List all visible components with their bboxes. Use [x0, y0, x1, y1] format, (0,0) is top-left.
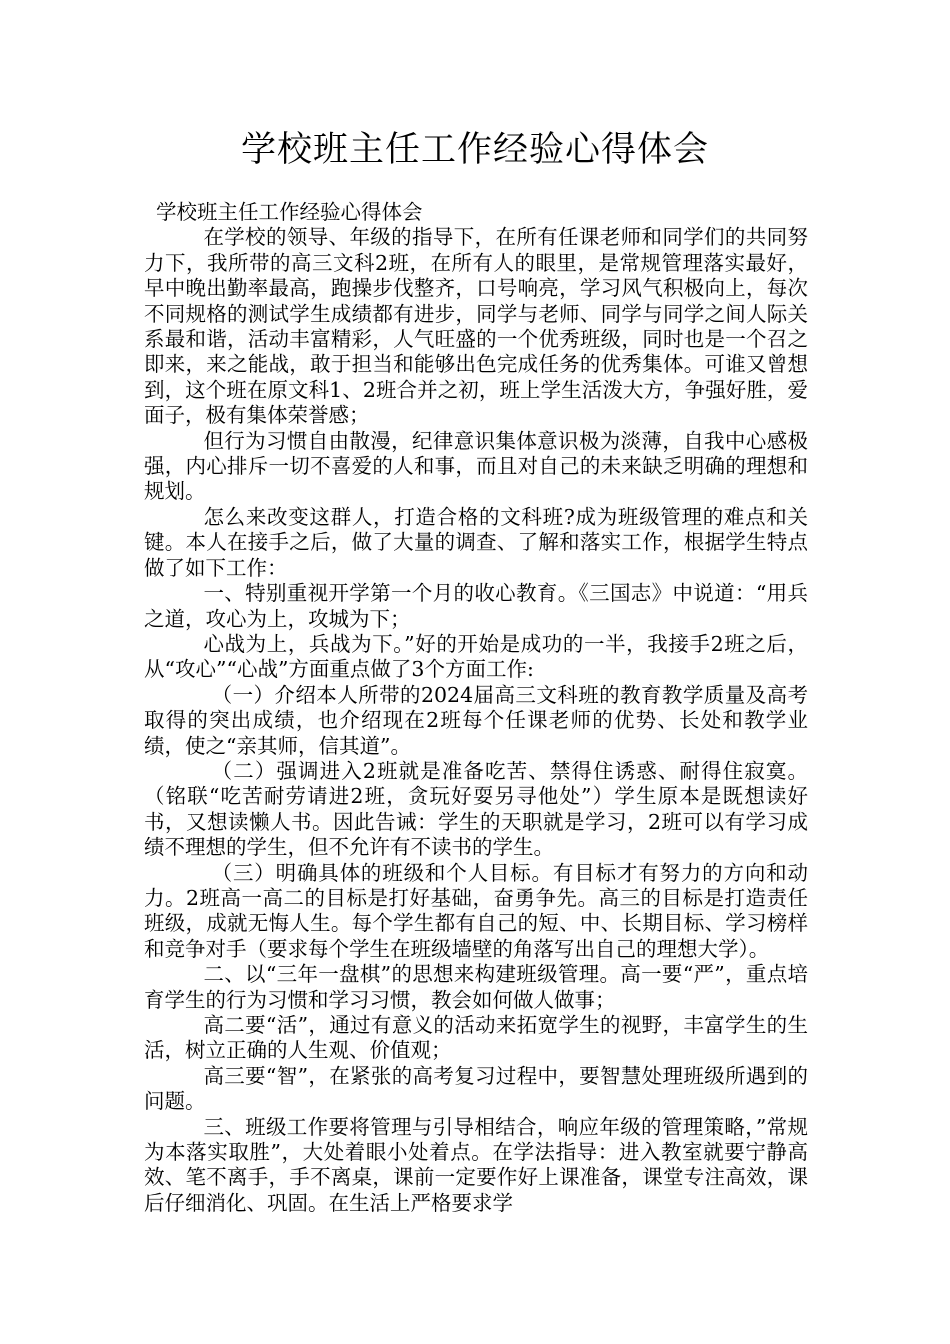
- paragraph: （三）明确具体的班级和个人目标。有目标才有努力的方向和动力。2班高一高二的目标是打好基础，奋勇争先。高三的目标是打造责任班级，成就无悔人生。每个学生都有自己的短、中、长期目标、学习榜样和竞争对手（要求每个学生在班级墙壁的角落写出自己的理想大学）。: [144, 860, 808, 961]
- paragraph: 心战为上，兵战为下。”好的开始是成功的一半，我接手2班之后，从“攻心”“心战”方面重点做了3个方面工作:: [144, 631, 808, 682]
- paragraph: 三、班级工作要将管理与引导相结合，响应年级的管理策略，”常规为本落实取胜”，大处着眼小处着点。在学法指导：进入教室就要宁静高效、笔不离手，手不离桌，课前一定要作好上课准备，课堂专注高效，课后仔细消化、巩固。在生活上严格要求学: [144, 1114, 808, 1215]
- document-body: [144, 200, 808, 1216]
- paragraph: 在学校的领导、年级的指导下，在所有任课老师和同学们的共同努力下，我所带的高三文科2班，在所有人的眼里，是常规管理落实最好，早中晚出勤率最高，跑操步伐整齐，口号响亮，学习风气积极向上，每次不同规格的测试学生成绩都有进步，同学与老师、同学与同学之间人际关系最和谐，活动丰富精彩，人气旺盛的一个优秀班级，同时也是一个召之即来，来之能战，敢于担当和能够出色完成任务的优秀集体。可谁又曾想到，这个班在原文科1、2班合并之初，班上学生活泼大方，争强好胜，爱面子，极有集体荣誉感；: [144, 225, 808, 428]
- paragraph: （一）介绍本人所带的2024届高三文科班的教育教学质量及高考取得的突出成绩，也介绍现在2班每个任课老师的优势、长处和教学业绩，使之“亲其师，信其道”。: [144, 682, 808, 758]
- paragraph: 二、以“三年一盘棋”的思想来构建班级管理。高一要“严”，重点培育学生的行为习惯和学习习惯，教会如何做人做事；: [144, 962, 808, 1012]
- paragraph: （二）强调进入2班就是准备吃苦、禁得住诱惑、耐得住寂寞。（铭联“吃苦耐劳请进2班，贪玩好耍另寻他处”）学生原本是既想读好书，又想读懒人书。因此告诫：学生的天职就是学习，2班可以有学习成绩不理想的学生，但不允许有不读书的学生。: [144, 758, 808, 860]
- paragraph: 高三要“智”，在紧张的高考复习过程中，要智慧处理班级所遇到的问题。: [144, 1063, 808, 1114]
- document-title: 学校班主任工作经验心得体会: [240, 130, 709, 170]
- paragraph: 怎么来改变这群人，打造合格的文科班?成为班级管理的难点和关键。本人在接手之后，做了大量的调查、了解和落实工作，根据学生特点做了如下工作：: [144, 504, 808, 580]
- paragraph: 一、特别重视开学第一个月的收心教育。《三国志》中说道：“用兵之道，攻心为上，攻城为下；: [144, 581, 808, 631]
- paragraph: 但行为习惯自由散漫，纪律意识集体意识极为淡薄，自我中心感极强，内心排斥一切不喜爱的人和事，而且对自己的未来缺乏明确的理想和规划。: [144, 428, 808, 504]
- document-subtitle: 学校班主任工作经验心得体会: [156, 200, 423, 224]
- paragraph: 高二要“活”，通过有意义的活动来拓宽学生的视野，丰富学生的生活，树立正确的人生观、价值观；: [144, 1013, 808, 1063]
